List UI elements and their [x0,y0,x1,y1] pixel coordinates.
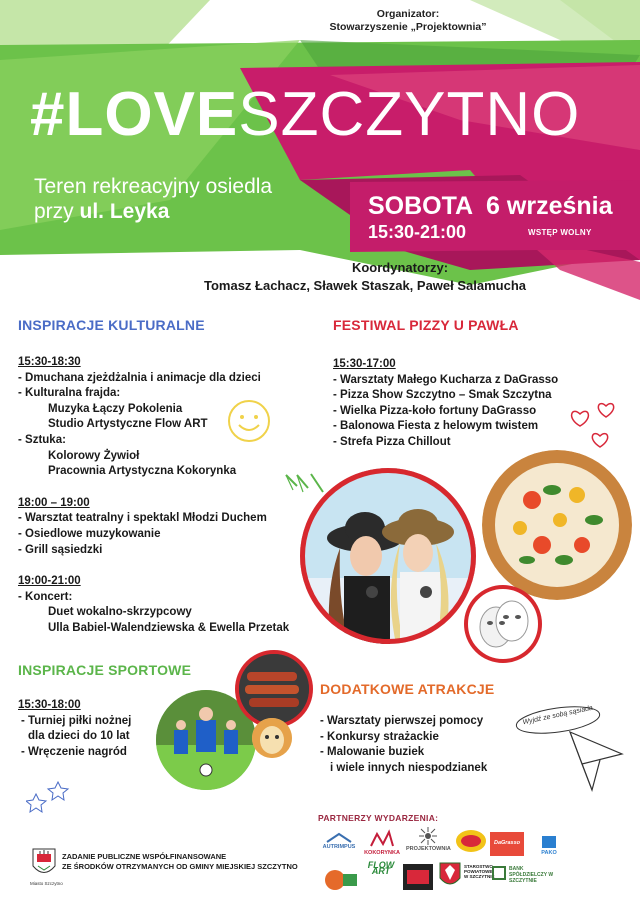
list-item: - Koncert: [18,590,73,603]
cultural-schedule [18,355,328,637]
extras-list [320,714,510,776]
list-item: i wiele innych niespodzianek [330,761,488,774]
list-item: Kolorowy Żywioł [48,449,140,462]
list-item: - Pizza Show Szczytno – Smak Szczytna [333,389,552,402]
partner-name: BANK SPÓŁDZIELCZY W SZCZYTNIE [509,866,554,884]
venue-line1: Teren rekreacyjny osiedla [34,175,273,198]
list-item: - Strefa Pizza Chillout [333,435,451,448]
list-item: - Warsztaty Małego Kucharza z DaGrasso [333,373,559,386]
list-item: - Malowanie buziek [320,746,425,759]
list-item: - Warsztaty pierwszej pomocy [320,715,484,727]
list-item: - Warsztat teatralny i spektakl Młodzi Duchem [18,512,267,525]
title-love: #LOVE [30,80,239,149]
partner-logo-autrimpus [322,832,356,850]
venue-street: ul. Leyka [79,200,170,223]
partner-logo-projektownia [406,826,450,852]
partner-name: PAKO [541,850,557,856]
list-item: Ulla Babiel-Walendziewska & Ewella Przetak [48,621,290,634]
pizza-title: FESTIWAL PIZZY U PAWŁA [333,317,519,333]
list-item: - Wielka Pizza-koło fortuny DaGrasso [333,404,537,417]
list-item: - Kulturalna frajda: [18,387,121,400]
pizza-photo [482,450,632,600]
crest-label: Miasto Szczytno [30,881,63,886]
partner-logo-fire-brigade [402,864,434,892]
cultural-time-2: 18:00 – 19:00 [18,496,90,509]
footer-note [62,852,298,872]
list-item: - Grill sąsiedzki [18,543,103,556]
list-item: - Dmuchana zjeżdżalnia i animacje dla dzieci [18,371,261,384]
partner-name: STAROSTWO POWIATOWE W SZCZYTNIE [464,864,495,879]
partner-logo-wiewiorka [322,866,360,894]
footer-line-1: ZADANIE PUBLICZNE WSPÓŁFINANSOWANE [62,852,227,861]
free-entry: WSTĘP WOLNY [528,228,592,237]
partner-logo-dagrasso [490,832,524,856]
partner-name: DaGrasso [494,840,520,846]
grill-photo [235,650,313,728]
event-date: SOBOTA 6 września [368,192,613,220]
list-item: - Turniej piłki nożnej [21,714,132,727]
pizza-schedule [333,357,593,451]
cultural-time-1: 15:30-18:30 [18,356,81,368]
partner-logo-bank [492,866,556,884]
partner-logo-bazar [454,828,488,856]
sports-time: 15:30-18:00 [18,699,81,711]
list-item: Studio Artystyczne Flow ART [48,418,208,431]
partners-label: PARTNERZY WYDARZENIA: [318,813,439,823]
list-item: - Wręczenie nagród [21,745,127,758]
venue [34,174,272,224]
partner-logo-flowart [362,862,400,874]
sports-schedule [18,698,158,760]
organizer-label: Organizator: [376,8,440,20]
title-city: SZCZYTNO [238,80,581,149]
list-item: Muzyka Łączy Pokolenia [48,402,183,415]
list-item: dla dzieci do 10 lat [28,730,130,743]
coordinators-label: Koordynatorzy: [351,260,449,275]
partner-name: FLOW ART [367,860,395,876]
smiley-icon [226,398,272,444]
list-item: - Sztuka: [18,433,66,446]
partner-logo-powiat-crest [438,862,462,892]
stars-doodle [26,780,74,814]
city-crest-icon [32,848,56,880]
hearts-icon [568,396,620,454]
partner-name: PROJEKTOWNIA [406,846,451,852]
event-time: 15:30-21:00 [368,222,467,242]
organizer-name: Stowarzyszenie „Projektownia” [329,21,487,33]
coordinators-names: Tomasz Łachacz, Sławek Staszak, Paweł Salamucha [203,278,527,293]
event-title [30,82,580,148]
partner-name: AUTRIMPUS [322,844,356,850]
extras-title: DODATKOWE ATRAKCJE [320,681,495,697]
cultural-title: INSPIRACJE KULTURALNE [18,317,205,333]
list-item: - Balonowa Fiesta z helowym twistem [333,420,539,433]
footer-line-2: ZE ŚRODKÓW OTRZYMANYCH OD GMINY MIEJSKIEJ SZCZYTNO [62,862,298,871]
face-paint-photo [252,718,292,758]
partner-logo-pako [532,834,566,856]
list-item: - Konkursy strażackie [320,730,439,743]
tagline: Wyjdź ze sobą sąsiada [522,704,594,727]
list-item: - Osiedlowe muzykowanie [18,527,161,540]
pizza-time: 15:30-17:00 [333,358,396,370]
partner-logo-kokorynka [362,828,402,856]
sports-title: INSPIRACJE SPORTOWE [18,662,192,678]
cultural-time-3: 19:00-21:00 [18,575,81,588]
list-item: Pracownia Artystyczna Kokorynka [48,465,237,478]
venue-prefix: przy [34,200,80,223]
masks-photo [464,585,542,663]
singers-photo-border [300,468,476,644]
organizer [318,8,498,34]
partner-name: KOKORYNKA [364,850,400,856]
list-item: Duet wokalno-skrzypcowy [48,606,192,619]
